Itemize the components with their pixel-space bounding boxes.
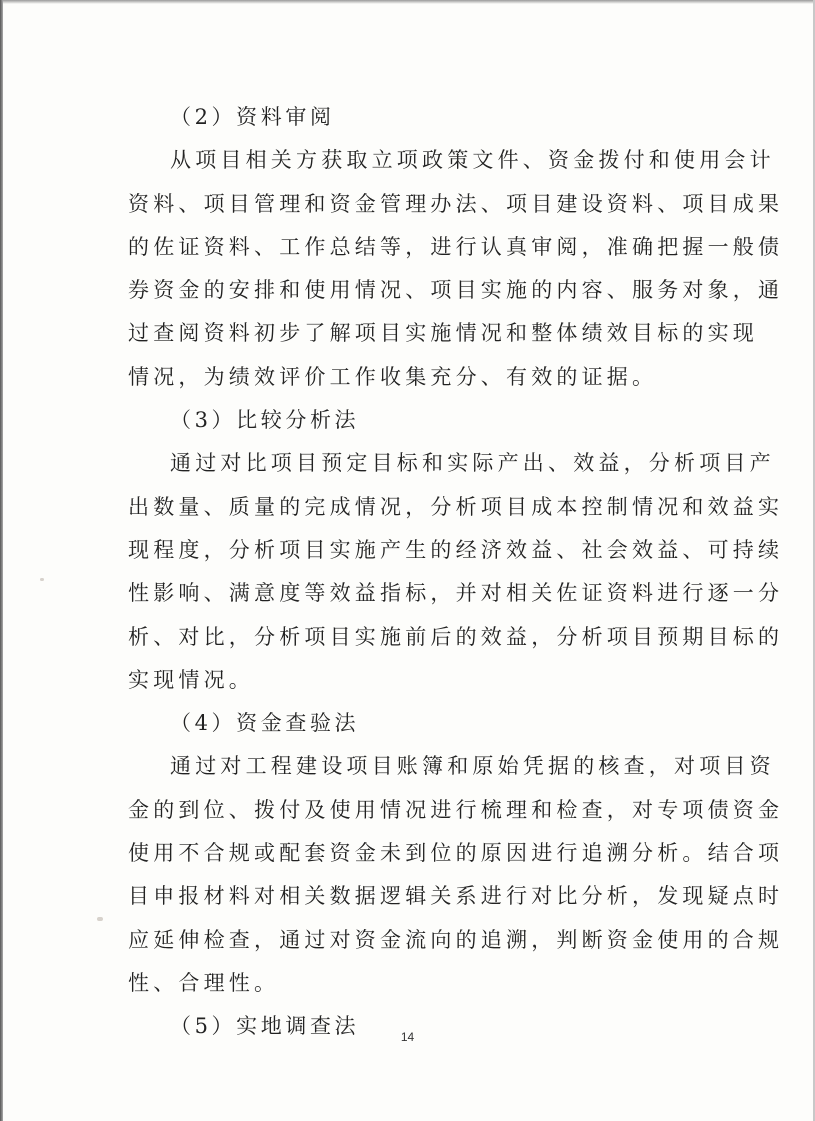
paragraph-line: 使用不合规或配套资金未到位的原因进行追溯分析。结合项: [128, 841, 784, 866]
paragraph-line: 目申报材料对相关数据逻辑关系进行对比分析，发现疑点时: [128, 884, 784, 909]
section-heading-fund-inspection: （4）资金查验法: [170, 711, 360, 736]
scan-top-shadow: [0, 0, 815, 4]
section-heading-data-review: （2）资料审阅: [170, 105, 335, 129]
paragraph-line: 金的到位、拨付及使用情况进行梳理和检查，对专项债资金: [128, 797, 784, 822]
paragraph-line: 情况，为绩效评价工作收集充分、有效的证据。: [128, 364, 658, 389]
paragraph-line: 的佐证资料、工作总结等，进行认真审阅，准确把握一般债: [128, 234, 784, 259]
paragraph-line: 券资金的安排和使用情况、项目实施的内容、服务对象，通: [128, 278, 784, 303]
paragraph-line: 应延伸检查，通过对资金流向的追溯，判断资金使用的合规: [128, 927, 784, 952]
paragraph-line: 通过对工程建设项目账簿和原始凭据的核查，对项目资: [170, 754, 775, 779]
page-number: 14: [400, 1030, 415, 1044]
paragraph-line: 性、合理性。: [128, 970, 280, 995]
paragraph-line: 过查阅资料初步了解项目实施情况和整体绩效目标的实现: [128, 321, 758, 346]
paragraph-line: 出数量、质量的完成情况，分析项目成本控制情况和效益实: [128, 494, 784, 519]
scan-left-edge: [0, 0, 3, 1121]
document-body: [128, 96, 784, 1049]
paragraph-line: 现程度，分析项目实施产生的经济效益、社会效益、可持续: [128, 537, 784, 562]
section-heading-field-survey: （5）实地调查法: [170, 1014, 360, 1039]
scan-speck: [40, 578, 44, 581]
paragraph-line: 性影响、满意度等效益指标，并对相关佐证资料进行逐一分: [128, 581, 784, 606]
paragraph-line: 实现情况。: [128, 667, 254, 692]
scan-speck: [97, 917, 103, 921]
section-heading-comparative-analysis: （3）比较分析法: [170, 408, 360, 433]
paragraph-line: 析、对比，分析项目实施前后的效益，分析项目预期目标的: [128, 624, 784, 649]
paragraph-line: 从项目相关方获取立项政策文件、资金拨付和使用会计: [170, 148, 775, 173]
paragraph-line: 资料、项目管理和资金管理办法、项目建设资料、项目成果: [128, 191, 784, 216]
paragraph-line: 通过对比项目预定目标和实际产出、效益，分析项目产: [170, 451, 775, 476]
